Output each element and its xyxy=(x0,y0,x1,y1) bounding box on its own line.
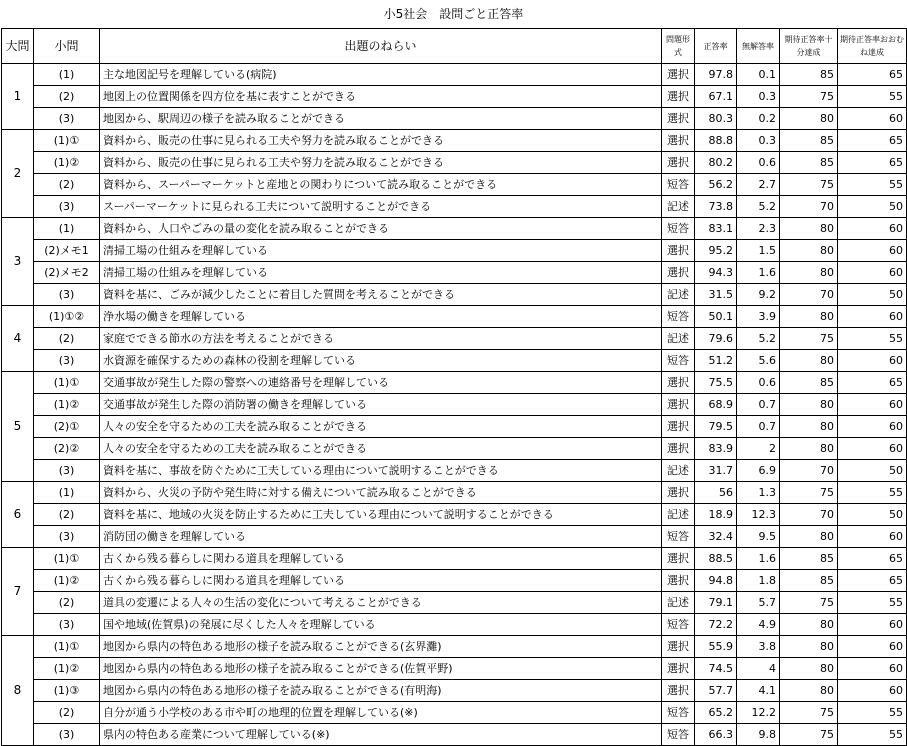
objective-cell: 家庭でできる節水の方法を考えることができる xyxy=(100,328,662,350)
sub-question-cell: (1)① xyxy=(34,130,100,152)
format-cell: 選択 xyxy=(662,108,695,130)
sub-question-cell: (1)② xyxy=(34,658,100,680)
correct-rate-cell: 73.8 xyxy=(695,196,737,218)
format-cell: 選択 xyxy=(662,438,695,460)
expected-full-cell: 80 xyxy=(780,526,838,548)
objective-cell: 地図から県内の特色ある地形の様子を読み取ることができる(玄界灘) xyxy=(100,636,662,658)
objective-cell: 資料から、販売の仕事に見られる工夫や努力を読み取ることができる xyxy=(100,152,662,174)
table-row xyxy=(2,526,907,548)
expected-full-cell: 80 xyxy=(780,394,838,416)
correct-rate-cell: 88.8 xyxy=(695,130,737,152)
header-sho: 小問 xyxy=(34,29,100,64)
expected-mostly-cell: 60 xyxy=(838,394,907,416)
no-answer-rate-cell: 6.9 xyxy=(737,460,780,482)
no-answer-rate-cell: 1.3 xyxy=(737,482,780,504)
expected-mostly-cell: 60 xyxy=(838,108,907,130)
major-question-cell: 8 xyxy=(2,636,34,746)
no-answer-rate-cell: 0.2 xyxy=(737,108,780,130)
format-cell: 短答 xyxy=(662,174,695,196)
correct-rate-cell: 95.2 xyxy=(695,240,737,262)
format-cell: 選択 xyxy=(662,64,695,86)
expected-mostly-cell: 55 xyxy=(838,592,907,614)
sub-question-cell: (2) xyxy=(34,328,100,350)
expected-full-cell: 80 xyxy=(780,350,838,372)
table-row xyxy=(2,262,907,284)
expected-full-cell: 70 xyxy=(780,284,838,306)
expected-mostly-cell: 50 xyxy=(838,284,907,306)
no-answer-rate-cell: 0.6 xyxy=(737,372,780,394)
expected-mostly-cell: 60 xyxy=(838,614,907,636)
correct-rate-cell: 65.2 xyxy=(695,702,737,724)
format-cell: 選択 xyxy=(662,394,695,416)
no-answer-rate-cell: 3.8 xyxy=(737,636,780,658)
objective-cell: 水資源を確保するための森林の役割を理解している xyxy=(100,350,662,372)
no-answer-rate-cell: 0.7 xyxy=(737,416,780,438)
sub-question-cell: (1)② xyxy=(34,570,100,592)
expected-mostly-cell: 65 xyxy=(838,570,907,592)
expected-mostly-cell: 60 xyxy=(838,680,907,702)
table-row xyxy=(2,680,907,702)
correct-rate-cell: 51.2 xyxy=(695,350,737,372)
header-dai: 大問 xyxy=(2,29,34,64)
format-cell: 短答 xyxy=(662,306,695,328)
objective-cell: 消防団の働きを理解している xyxy=(100,526,662,548)
header-keishiki: 問題形式 xyxy=(662,29,695,64)
table-row xyxy=(2,548,907,570)
correct-rate-cell: 83.9 xyxy=(695,438,737,460)
sub-question-cell: (3) xyxy=(34,614,100,636)
sub-question-cell: (1)① xyxy=(34,636,100,658)
table-row xyxy=(2,350,907,372)
table-row xyxy=(2,196,907,218)
sub-question-cell: (2) xyxy=(34,504,100,526)
table-row xyxy=(2,152,907,174)
table-row xyxy=(2,658,907,680)
expected-full-cell: 85 xyxy=(780,64,838,86)
expected-full-cell: 80 xyxy=(780,108,838,130)
table-row xyxy=(2,86,907,108)
sub-question-cell: (2) xyxy=(34,702,100,724)
format-cell: 記述 xyxy=(662,592,695,614)
no-answer-rate-cell: 5.7 xyxy=(737,592,780,614)
table-row xyxy=(2,636,907,658)
table-body xyxy=(2,64,907,746)
correct-rate-cell: 68.9 xyxy=(695,394,737,416)
expected-full-cell: 75 xyxy=(780,702,838,724)
sub-question-cell: (3) xyxy=(34,196,100,218)
expected-full-cell: 80 xyxy=(780,416,838,438)
correct-rate-cell: 55.9 xyxy=(695,636,737,658)
expected-full-cell: 75 xyxy=(780,724,838,746)
correct-rate-cell: 94.8 xyxy=(695,570,737,592)
expected-mostly-cell: 50 xyxy=(838,196,907,218)
objective-cell: 浄水場の働きを理解している xyxy=(100,306,662,328)
sub-question-cell: (1) xyxy=(34,482,100,504)
no-answer-rate-cell: 0.3 xyxy=(737,130,780,152)
major-question-cell: 6 xyxy=(2,482,34,548)
sub-question-cell: (1)② xyxy=(34,152,100,174)
table-row xyxy=(2,482,907,504)
objective-cell: 資料から、人口やごみの量の変化を読み取ることができる xyxy=(100,218,662,240)
header-judan: 期待正答率十分達成 xyxy=(780,29,838,64)
no-answer-rate-cell: 12.3 xyxy=(737,504,780,526)
sub-question-cell: (1)① xyxy=(34,372,100,394)
sub-question-cell: (1)② xyxy=(34,394,100,416)
expected-full-cell: 80 xyxy=(780,438,838,460)
no-answer-rate-cell: 2 xyxy=(737,438,780,460)
correct-rate-cell: 56 xyxy=(695,482,737,504)
expected-full-cell: 80 xyxy=(780,680,838,702)
header-seito: 正答率 xyxy=(695,29,737,64)
major-question-cell: 4 xyxy=(2,306,34,372)
correct-rate-cell: 75.5 xyxy=(695,372,737,394)
header-ookamune: 期待正答率おおむね達成 xyxy=(838,29,907,64)
table-row xyxy=(2,240,907,262)
correct-rate-cell: 66.3 xyxy=(695,724,737,746)
no-answer-rate-cell: 2.7 xyxy=(737,174,780,196)
expected-mostly-cell: 65 xyxy=(838,130,907,152)
format-cell: 選択 xyxy=(662,372,695,394)
objective-cell: 古くから残る暮らしに関わる道具を理解している xyxy=(100,570,662,592)
objective-cell: 国や地域(佐賀県)の発展に尽くした人々を理解している xyxy=(100,614,662,636)
objective-cell: 自分が通う小学校のある市や町の地理的位置を理解している(※) xyxy=(100,702,662,724)
no-answer-rate-cell: 9.2 xyxy=(737,284,780,306)
no-answer-rate-cell: 2.3 xyxy=(737,218,780,240)
expected-mostly-cell: 55 xyxy=(838,174,907,196)
expected-mostly-cell: 65 xyxy=(838,64,907,86)
correct-rate-cell: 79.1 xyxy=(695,592,737,614)
objective-cell: 主な地図記号を理解している(病院) xyxy=(100,64,662,86)
expected-full-cell: 80 xyxy=(780,306,838,328)
major-question-cell: 1 xyxy=(2,64,34,130)
objective-cell: 資料から、販売の仕事に見られる工夫や努力を読み取ることができる xyxy=(100,130,662,152)
sub-question-cell: (2) xyxy=(34,592,100,614)
no-answer-rate-cell: 5.2 xyxy=(737,328,780,350)
expected-full-cell: 80 xyxy=(780,218,838,240)
table-row xyxy=(2,438,907,460)
expected-full-cell: 75 xyxy=(780,86,838,108)
expected-mostly-cell: 55 xyxy=(838,86,907,108)
header-nerai: 出題のねらい xyxy=(100,29,662,64)
correct-rate-cell: 31.7 xyxy=(695,460,737,482)
no-answer-rate-cell: 4.9 xyxy=(737,614,780,636)
expected-mostly-cell: 60 xyxy=(838,240,907,262)
table-row xyxy=(2,372,907,394)
table-row xyxy=(2,108,907,130)
objective-cell: 人々の安全を守るための工夫を読み取ることができる xyxy=(100,416,662,438)
format-cell: 短答 xyxy=(662,526,695,548)
expected-full-cell: 85 xyxy=(780,152,838,174)
expected-full-cell: 80 xyxy=(780,614,838,636)
objective-cell: 交通事故が発生した際の警察への連絡番号を理解している xyxy=(100,372,662,394)
expected-mostly-cell: 60 xyxy=(838,416,907,438)
objective-cell: 地図から県内の特色ある地形の様子を読み取ることができる(佐賀平野) xyxy=(100,658,662,680)
no-answer-rate-cell: 12.2 xyxy=(737,702,780,724)
expected-full-cell: 85 xyxy=(780,570,838,592)
format-cell: 選択 xyxy=(662,240,695,262)
header-mukaito: 無解答率 xyxy=(737,29,780,64)
format-cell: 短答 xyxy=(662,702,695,724)
format-cell: 選択 xyxy=(662,548,695,570)
format-cell: 選択 xyxy=(662,86,695,108)
sub-question-cell: (1)③ xyxy=(34,680,100,702)
sub-question-cell: (1)① xyxy=(34,548,100,570)
expected-mostly-cell: 55 xyxy=(838,328,907,350)
results-table xyxy=(1,28,907,746)
correct-rate-cell: 83.1 xyxy=(695,218,737,240)
correct-rate-cell: 72.2 xyxy=(695,614,737,636)
expected-mostly-cell: 65 xyxy=(838,548,907,570)
expected-mostly-cell: 50 xyxy=(838,504,907,526)
no-answer-rate-cell: 0.1 xyxy=(737,64,780,86)
sub-question-cell: (2)メモ1 xyxy=(34,240,100,262)
objective-cell: 古くから残る暮らしに関わる道具を理解している xyxy=(100,548,662,570)
table-row xyxy=(2,614,907,636)
objective-cell: 交通事故が発生した際の消防署の働きを理解している xyxy=(100,394,662,416)
correct-rate-cell: 80.2 xyxy=(695,152,737,174)
format-cell: 記述 xyxy=(662,504,695,526)
no-answer-rate-cell: 1.8 xyxy=(737,570,780,592)
table-row xyxy=(2,130,907,152)
correct-rate-cell: 97.8 xyxy=(695,64,737,86)
table-row xyxy=(2,306,907,328)
expected-full-cell: 75 xyxy=(780,482,838,504)
no-answer-rate-cell: 1.6 xyxy=(737,548,780,570)
no-answer-rate-cell: 9.5 xyxy=(737,526,780,548)
table-row xyxy=(2,570,907,592)
correct-rate-cell: 56.2 xyxy=(695,174,737,196)
format-cell: 選択 xyxy=(662,416,695,438)
table-row xyxy=(2,702,907,724)
table-row xyxy=(2,394,907,416)
objective-cell: 道具の変遷による人々の生活の変化について考えることができる xyxy=(100,592,662,614)
format-cell: 短答 xyxy=(662,724,695,746)
expected-mostly-cell: 65 xyxy=(838,152,907,174)
expected-mostly-cell: 60 xyxy=(838,438,907,460)
sub-question-cell: (2)② xyxy=(34,438,100,460)
expected-mostly-cell: 60 xyxy=(838,218,907,240)
format-cell: 記述 xyxy=(662,196,695,218)
table-row xyxy=(2,416,907,438)
format-cell: 短答 xyxy=(662,218,695,240)
format-cell: 短答 xyxy=(662,350,695,372)
correct-rate-cell: 79.5 xyxy=(695,416,737,438)
no-answer-rate-cell: 4.1 xyxy=(737,680,780,702)
table-row xyxy=(2,328,907,350)
sub-question-cell: (3) xyxy=(34,108,100,130)
header-row xyxy=(2,29,907,64)
page-title: 小5社会 設問ごと正答率 xyxy=(383,7,524,21)
format-cell: 記述 xyxy=(662,284,695,306)
expected-mostly-cell: 60 xyxy=(838,526,907,548)
format-cell: 選択 xyxy=(662,262,695,284)
expected-mostly-cell: 60 xyxy=(838,658,907,680)
sub-question-cell: (2)メモ2 xyxy=(34,262,100,284)
expected-mostly-cell: 55 xyxy=(838,482,907,504)
format-cell: 短答 xyxy=(662,614,695,636)
sub-question-cell: (2) xyxy=(34,86,100,108)
correct-rate-cell: 74.5 xyxy=(695,658,737,680)
objective-cell: 地図上の位置関係を四方位を基に表すことができる xyxy=(100,86,662,108)
correct-rate-cell: 67.1 xyxy=(695,86,737,108)
expected-full-cell: 80 xyxy=(780,262,838,284)
format-cell: 選択 xyxy=(662,636,695,658)
sub-question-cell: (2) xyxy=(34,174,100,196)
sub-question-cell: (3) xyxy=(34,526,100,548)
expected-full-cell: 80 xyxy=(780,636,838,658)
no-answer-rate-cell: 1.6 xyxy=(737,262,780,284)
no-answer-rate-cell: 1.5 xyxy=(737,240,780,262)
expected-full-cell: 85 xyxy=(780,372,838,394)
expected-full-cell: 80 xyxy=(780,240,838,262)
format-cell: 選択 xyxy=(662,152,695,174)
correct-rate-cell: 88.5 xyxy=(695,548,737,570)
objective-cell: 人々の安全を守るための工夫を読み取ることができる xyxy=(100,438,662,460)
expected-full-cell: 75 xyxy=(780,328,838,350)
expected-mostly-cell: 55 xyxy=(838,724,907,746)
table-row xyxy=(2,504,907,526)
no-answer-rate-cell: 0.6 xyxy=(737,152,780,174)
correct-rate-cell: 57.7 xyxy=(695,680,737,702)
objective-cell: 清掃工場の仕組みを理解している xyxy=(100,262,662,284)
table-row xyxy=(2,64,907,86)
table-row xyxy=(2,218,907,240)
sub-question-cell: (3) xyxy=(34,350,100,372)
expected-mostly-cell: 65 xyxy=(838,372,907,394)
expected-mostly-cell: 60 xyxy=(838,306,907,328)
sub-question-cell: (2)① xyxy=(34,416,100,438)
format-cell: 選択 xyxy=(662,130,695,152)
sub-question-cell: (3) xyxy=(34,284,100,306)
expected-full-cell: 85 xyxy=(780,548,838,570)
format-cell: 記述 xyxy=(662,328,695,350)
sub-question-cell: (1)①② xyxy=(34,306,100,328)
correct-rate-cell: 79.6 xyxy=(695,328,737,350)
no-answer-rate-cell: 5.2 xyxy=(737,196,780,218)
correct-rate-cell: 94.3 xyxy=(695,262,737,284)
no-answer-rate-cell: 3.9 xyxy=(737,306,780,328)
table-row xyxy=(2,174,907,196)
expected-full-cell: 70 xyxy=(780,196,838,218)
format-cell: 選択 xyxy=(662,570,695,592)
objective-cell: 資料を基に、ごみが減少したことに着目した質問を考えることができる xyxy=(100,284,662,306)
table-row xyxy=(2,724,907,746)
objective-cell: 資料を基に、地域の火災を防止するために工夫している理由について説明することができる xyxy=(100,504,662,526)
expected-mostly-cell: 60 xyxy=(838,636,907,658)
format-cell: 選択 xyxy=(662,680,695,702)
expected-full-cell: 75 xyxy=(780,174,838,196)
correct-rate-cell: 80.3 xyxy=(695,108,737,130)
objective-cell: スーパーマーケットに見られる工夫について説明することができる xyxy=(100,196,662,218)
expected-mostly-cell: 60 xyxy=(838,350,907,372)
objective-cell: 県内の特色ある産業について理解している(※) xyxy=(100,724,662,746)
format-cell: 選択 xyxy=(662,658,695,680)
correct-rate-cell: 50.1 xyxy=(695,306,737,328)
correct-rate-cell: 18.9 xyxy=(695,504,737,526)
correct-rate-cell: 31.5 xyxy=(695,284,737,306)
objective-cell: 資料から、スーパーマーケットと産地との関わりについて読み取ることができる xyxy=(100,174,662,196)
expected-full-cell: 85 xyxy=(780,130,838,152)
sub-question-cell: (3) xyxy=(34,724,100,746)
objective-cell: 清掃工場の仕組みを理解している xyxy=(100,240,662,262)
table-row xyxy=(2,460,907,482)
expected-mostly-cell: 50 xyxy=(838,460,907,482)
no-answer-rate-cell: 0.7 xyxy=(737,394,780,416)
objective-cell: 資料から、火災の予防や発生時に対する備えについて読み取ることができる xyxy=(100,482,662,504)
no-answer-rate-cell: 5.6 xyxy=(737,350,780,372)
correct-rate-cell: 32.4 xyxy=(695,526,737,548)
sub-question-cell: (3) xyxy=(34,460,100,482)
objective-cell: 地図から県内の特色ある地形の様子を読み取ることができる(有明海) xyxy=(100,680,662,702)
expected-full-cell: 70 xyxy=(780,460,838,482)
sub-question-cell: (1) xyxy=(34,218,100,240)
format-cell: 選択 xyxy=(662,482,695,504)
no-answer-rate-cell: 4 xyxy=(737,658,780,680)
sub-question-cell: (1) xyxy=(34,64,100,86)
expected-full-cell: 75 xyxy=(780,592,838,614)
table-row xyxy=(2,284,907,306)
major-question-cell: 2 xyxy=(2,130,34,218)
no-answer-rate-cell: 0.3 xyxy=(737,86,780,108)
format-cell: 記述 xyxy=(662,460,695,482)
expected-full-cell: 70 xyxy=(780,504,838,526)
expected-mostly-cell: 60 xyxy=(838,262,907,284)
major-question-cell: 5 xyxy=(2,372,34,482)
no-answer-rate-cell: 9.8 xyxy=(737,724,780,746)
major-question-cell: 7 xyxy=(2,548,34,636)
objective-cell: 地図から、駅周辺の様子を読み取ることができる xyxy=(100,108,662,130)
objective-cell: 資料を基に、事故を防ぐために工夫している理由について説明することができる xyxy=(100,460,662,482)
table-row xyxy=(2,592,907,614)
expected-mostly-cell: 55 xyxy=(838,702,907,724)
expected-full-cell: 80 xyxy=(780,658,838,680)
major-question-cell: 3 xyxy=(2,218,34,306)
